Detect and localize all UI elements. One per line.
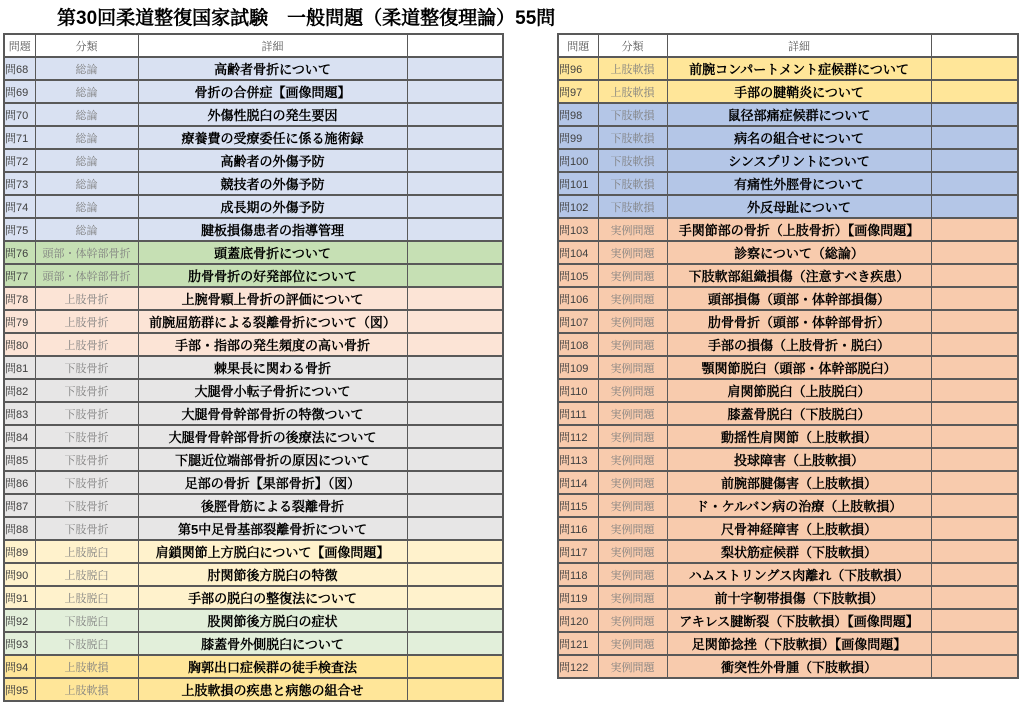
table-row (4, 425, 503, 448)
category-cell: 下肢骨折 (35, 402, 138, 425)
table-row (558, 80, 1018, 103)
question-number-cell: 問111 (558, 402, 598, 425)
category-cell: 実例問題 (598, 379, 667, 402)
question-number-cell: 問68 (4, 57, 35, 80)
detail-cell: アキレス腱断裂（下肢軟損）【画像問題】 (667, 609, 931, 632)
category-cell: 頭部・体幹部骨折 (35, 241, 138, 264)
question-number-cell: 問79 (4, 310, 35, 333)
memo-cell (407, 195, 503, 218)
question-number-cell: 問94 (4, 655, 35, 678)
detail-cell: 成長期の外傷予防 (138, 195, 407, 218)
detail-cell: シンスプリントについて (667, 149, 931, 172)
detail-cell: 高齢者骨折について (138, 57, 407, 80)
table-row (558, 517, 1018, 540)
question-number-cell: 問78 (4, 287, 35, 310)
detail-cell: 膝蓋骨脱臼（下肢脱臼） (667, 402, 931, 425)
memo-cell (931, 264, 1018, 287)
question-number-cell: 問117 (558, 540, 598, 563)
question-number-cell: 問86 (4, 471, 35, 494)
memo-cell (931, 586, 1018, 609)
memo-cell (931, 57, 1018, 80)
table-header (4, 34, 503, 57)
question-number-cell: 問85 (4, 448, 35, 471)
question-number-cell: 問74 (4, 195, 35, 218)
table-row (4, 149, 503, 172)
memo-cell (407, 241, 503, 264)
memo-cell (407, 264, 503, 287)
detail-cell: 前腕屈筋群による裂離骨折について（図） (138, 310, 407, 333)
memo-cell (931, 310, 1018, 333)
question-number-cell: 問105 (558, 264, 598, 287)
detail-cell: 頭部損傷（頭部・体幹部損傷） (667, 287, 931, 310)
table-row (558, 655, 1018, 678)
table-row (4, 402, 503, 425)
table-row (4, 310, 503, 333)
detail-cell: 前腕部腱傷害（上肢軟損） (667, 471, 931, 494)
detail-cell: 投球障害（上肢軟損） (667, 448, 931, 471)
question-number-cell: 問121 (558, 632, 598, 655)
detail-cell: 尺骨神経障害（上肢軟損） (667, 517, 931, 540)
memo-cell (931, 379, 1018, 402)
detail-cell: 股関節後方脱臼の症状 (138, 609, 407, 632)
detail-cell: 手部の損傷（上肢骨折・脱臼） (667, 333, 931, 356)
question-number-cell: 問108 (558, 333, 598, 356)
memo-cell (931, 356, 1018, 379)
table-row (4, 494, 503, 517)
category-cell: 上肢軟損 (35, 678, 138, 701)
table-row (558, 356, 1018, 379)
question-number-cell: 問84 (4, 425, 35, 448)
question-number-cell: 問77 (4, 264, 35, 287)
table-body (558, 57, 1018, 678)
table-row (4, 103, 503, 126)
question-number-cell: 問95 (4, 678, 35, 701)
category-cell: 実例問題 (598, 218, 667, 241)
detail-cell: 棘果長に関わる骨折 (138, 356, 407, 379)
detail-cell: 肩関節脱臼（上肢脱臼） (667, 379, 931, 402)
category-cell: 上肢軟損 (598, 80, 667, 103)
memo-cell (407, 333, 503, 356)
table-row (558, 471, 1018, 494)
table-row (4, 333, 503, 356)
question-number-cell: 問99 (558, 126, 598, 149)
detail-cell: 後脛骨筋による裂離骨折 (138, 494, 407, 517)
memo-cell (407, 517, 503, 540)
table-row (558, 494, 1018, 517)
question-number-cell: 問112 (558, 425, 598, 448)
table-row (558, 195, 1018, 218)
table-row (558, 310, 1018, 333)
table-row (4, 80, 503, 103)
detail-cell: 上腕骨顆上骨折の評価について (138, 287, 407, 310)
category-cell: 頭部・体幹部骨折 (35, 264, 138, 287)
category-cell: 下肢軟損 (598, 195, 667, 218)
question-number-cell: 問96 (558, 57, 598, 80)
table-row (558, 333, 1018, 356)
question-number-cell: 問114 (558, 471, 598, 494)
detail-cell: 外反母趾について (667, 195, 931, 218)
category-cell: 下肢脱臼 (35, 632, 138, 655)
question-number-cell: 問104 (558, 241, 598, 264)
category-cell: 実例問題 (598, 609, 667, 632)
detail-cell: 衝突性外骨腫（下肢軟損） (667, 655, 931, 678)
table-row (558, 379, 1018, 402)
column-header: 問題 (558, 34, 598, 57)
question-number-cell: 問82 (4, 379, 35, 402)
question-number-cell: 問100 (558, 149, 598, 172)
category-cell: 下肢骨折 (35, 494, 138, 517)
detail-cell: 手部・指部の発生頻度の高い骨折 (138, 333, 407, 356)
memo-cell (931, 80, 1018, 103)
detail-cell: 療養費の受療委任に係る施術録 (138, 126, 407, 149)
memo-cell (407, 471, 503, 494)
question-table-left (3, 33, 504, 702)
memo-cell (931, 540, 1018, 563)
detail-cell: 前十字靭帯損傷（下肢軟損） (667, 586, 931, 609)
detail-cell: 肩鎖関節上方脱臼について【画像問題】 (138, 540, 407, 563)
question-number-cell: 問83 (4, 402, 35, 425)
question-number-cell: 問107 (558, 310, 598, 333)
question-number-cell: 問81 (4, 356, 35, 379)
category-cell: 実例問題 (598, 425, 667, 448)
table-row (4, 264, 503, 287)
memo-cell (931, 402, 1018, 425)
category-cell: 下肢軟損 (598, 126, 667, 149)
question-number-cell: 問110 (558, 379, 598, 402)
question-number-cell: 問119 (558, 586, 598, 609)
category-cell: 下肢骨折 (35, 471, 138, 494)
detail-cell: 足部の骨折【果部骨折】（図） (138, 471, 407, 494)
memo-cell (931, 241, 1018, 264)
column-header: 問題 (4, 34, 35, 57)
table-row (558, 448, 1018, 471)
memo-cell (931, 287, 1018, 310)
table-row (558, 172, 1018, 195)
category-cell: 実例問題 (598, 632, 667, 655)
category-cell: 下肢軟損 (598, 103, 667, 126)
table-row (558, 126, 1018, 149)
question-number-cell: 問90 (4, 563, 35, 586)
memo-cell (407, 402, 503, 425)
memo-cell (931, 563, 1018, 586)
question-number-cell: 問92 (4, 609, 35, 632)
category-cell: 上肢骨折 (35, 333, 138, 356)
table-row (4, 540, 503, 563)
table-row (4, 655, 503, 678)
memo-cell (407, 80, 503, 103)
memo-cell (407, 379, 503, 402)
detail-cell: ド・ケルバン病の治療（上肢軟損） (667, 494, 931, 517)
memo-cell (931, 172, 1018, 195)
detail-cell: 手部の脱臼の整復法について (138, 586, 407, 609)
table-row (558, 241, 1018, 264)
question-number-cell: 問115 (558, 494, 598, 517)
memo-cell (931, 632, 1018, 655)
memo-cell (931, 471, 1018, 494)
category-cell: 実例問題 (598, 563, 667, 586)
category-cell: 実例問題 (598, 655, 667, 678)
detail-cell: 大腿骨骨幹部骨折の特徴ついて (138, 402, 407, 425)
question-number-cell: 問91 (4, 586, 35, 609)
table-row (4, 218, 503, 241)
category-cell: 総論 (35, 80, 138, 103)
detail-cell: 大腿骨骨幹部骨折の後療法について (138, 425, 407, 448)
category-cell: 下肢骨折 (35, 517, 138, 540)
category-cell: 総論 (35, 172, 138, 195)
column-header: 詳細 (138, 34, 407, 57)
question-number-cell: 問113 (558, 448, 598, 471)
table-row (4, 126, 503, 149)
memo-cell (931, 425, 1018, 448)
question-number-cell: 問106 (558, 287, 598, 310)
category-cell: 実例問題 (598, 494, 667, 517)
table-row (558, 586, 1018, 609)
category-cell: 実例問題 (598, 310, 667, 333)
detail-cell: 動揺性肩関節（上肢軟損） (667, 425, 931, 448)
table-row (558, 149, 1018, 172)
question-number-cell: 問93 (4, 632, 35, 655)
table-row (4, 241, 503, 264)
table-row (4, 609, 503, 632)
detail-cell: 頭蓋底骨折について (138, 241, 407, 264)
category-cell: 上肢軟損 (35, 655, 138, 678)
detail-cell: 第5中足骨基部裂離骨折について (138, 517, 407, 540)
memo-cell (931, 655, 1018, 678)
category-cell: 下肢骨折 (35, 448, 138, 471)
table-row (4, 471, 503, 494)
category-cell: 実例問題 (598, 448, 667, 471)
detail-cell: 肋骨骨折（頭部・体幹部骨折） (667, 310, 931, 333)
memo-cell (931, 149, 1018, 172)
table-row (4, 632, 503, 655)
memo-cell (407, 356, 503, 379)
detail-cell: 外傷性脱臼の発生要因 (138, 103, 407, 126)
memo-cell (931, 517, 1018, 540)
detail-cell: 競技者の外傷予防 (138, 172, 407, 195)
detail-cell: 胸郭出口症候群の徒手検査法 (138, 655, 407, 678)
category-cell: 上肢骨折 (35, 287, 138, 310)
question-number-cell: 問70 (4, 103, 35, 126)
memo-cell (407, 287, 503, 310)
category-cell: 下肢骨折 (35, 356, 138, 379)
column-header: 詳細 (667, 34, 931, 57)
category-cell: 上肢軟損 (598, 57, 667, 80)
table-row (558, 287, 1018, 310)
detail-cell: 鼠径部痛症候群について (667, 103, 931, 126)
detail-cell: 上肢軟損の疾患と病態の組合せ (138, 678, 407, 701)
table-row (558, 609, 1018, 632)
question-number-cell: 問73 (4, 172, 35, 195)
detail-cell: 手関節部の骨折（上肢骨折）【画像問題】 (667, 218, 931, 241)
detail-cell: 下腿近位端部骨折の原因について (138, 448, 407, 471)
table-row (558, 425, 1018, 448)
memo-cell (407, 310, 503, 333)
detail-cell: 前腕コンパートメント症候群について (667, 57, 931, 80)
category-cell: 総論 (35, 195, 138, 218)
detail-cell: 高齢者の外傷予防 (138, 149, 407, 172)
memo-cell (407, 218, 503, 241)
table-row (558, 264, 1018, 287)
detail-cell: 梨状筋症候群（下肢軟損） (667, 540, 931, 563)
detail-cell: 大腿骨小転子骨折について (138, 379, 407, 402)
question-number-cell: 問80 (4, 333, 35, 356)
detail-cell: 足関節捻挫（下肢軟損）【画像問題】 (667, 632, 931, 655)
memo-cell (407, 149, 503, 172)
category-cell: 実例問題 (598, 333, 667, 356)
memo-cell (931, 494, 1018, 517)
category-cell: 実例問題 (598, 287, 667, 310)
column-header (931, 34, 1018, 57)
memo-cell (931, 333, 1018, 356)
column-header: 分類 (35, 34, 138, 57)
page-title: 第30回柔道整復国家試験 一般問題（柔道整復理論）55問 (57, 8, 556, 29)
category-cell: 実例問題 (598, 241, 667, 264)
table-row (4, 356, 503, 379)
category-cell: 下肢脱臼 (35, 609, 138, 632)
table-row (4, 678, 503, 701)
category-cell: 上肢骨折 (35, 310, 138, 333)
category-cell: 上肢脱臼 (35, 563, 138, 586)
detail-cell: 下肢軟部組織損傷（注意すべき疾患） (667, 264, 931, 287)
detail-cell: 骨折の合併症【画像問題】 (138, 80, 407, 103)
category-cell: 総論 (35, 57, 138, 80)
question-number-cell: 問122 (558, 655, 598, 678)
category-cell: 実例問題 (598, 402, 667, 425)
detail-cell: 有痛性外脛骨について (667, 172, 931, 195)
question-number-cell: 問71 (4, 126, 35, 149)
table-row (4, 379, 503, 402)
detail-cell: 肘関節後方脱臼の特徴 (138, 563, 407, 586)
memo-cell (407, 586, 503, 609)
table-row (558, 540, 1018, 563)
table-row (4, 57, 503, 80)
memo-cell (931, 448, 1018, 471)
column-header: 分類 (598, 34, 667, 57)
memo-cell (407, 655, 503, 678)
table-row (4, 563, 503, 586)
category-cell: 上肢脱臼 (35, 586, 138, 609)
memo-cell (407, 103, 503, 126)
category-cell: 実例問題 (598, 586, 667, 609)
detail-cell: 診察について（総論） (667, 241, 931, 264)
table-row (558, 103, 1018, 126)
table-body (4, 57, 503, 701)
category-cell: 総論 (35, 126, 138, 149)
detail-cell: ハムストリングス肉離れ（下肢軟損） (667, 563, 931, 586)
memo-cell (931, 609, 1018, 632)
category-cell: 総論 (35, 218, 138, 241)
table-row (4, 287, 503, 310)
question-number-cell: 問109 (558, 356, 598, 379)
category-cell: 下肢骨折 (35, 379, 138, 402)
category-cell: 総論 (35, 103, 138, 126)
question-number-cell: 問98 (558, 103, 598, 126)
detail-cell: 手部の腱鞘炎について (667, 80, 931, 103)
question-number-cell: 問69 (4, 80, 35, 103)
category-cell: 実例問題 (598, 356, 667, 379)
memo-cell (931, 195, 1018, 218)
memo-cell (407, 678, 503, 701)
table-row (558, 563, 1018, 586)
category-cell: 下肢骨折 (35, 425, 138, 448)
category-cell: 実例問題 (598, 540, 667, 563)
memo-cell (407, 632, 503, 655)
detail-cell: 肋骨骨折の好発部位について (138, 264, 407, 287)
question-number-cell: 問76 (4, 241, 35, 264)
table-row (558, 402, 1018, 425)
question-number-cell: 問72 (4, 149, 35, 172)
question-number-cell: 問97 (558, 80, 598, 103)
question-number-cell: 問116 (558, 517, 598, 540)
question-number-cell: 問103 (558, 218, 598, 241)
question-number-cell: 問120 (558, 609, 598, 632)
category-cell: 総論 (35, 149, 138, 172)
table-row (4, 586, 503, 609)
table-row (4, 172, 503, 195)
memo-cell (407, 425, 503, 448)
question-number-cell: 問118 (558, 563, 598, 586)
table-row (4, 448, 503, 471)
table-row (558, 57, 1018, 80)
table-row (4, 195, 503, 218)
memo-cell (407, 609, 503, 632)
detail-cell: 膝蓋骨外側脱臼について (138, 632, 407, 655)
memo-cell (931, 103, 1018, 126)
memo-cell (407, 126, 503, 149)
memo-cell (407, 57, 503, 80)
memo-cell (407, 563, 503, 586)
detail-cell: 顎関節脱臼（頭部・体幹部脱臼） (667, 356, 931, 379)
table-row (558, 632, 1018, 655)
column-header (407, 34, 503, 57)
memo-cell (931, 218, 1018, 241)
question-number-cell: 問88 (4, 517, 35, 540)
question-number-cell: 問75 (4, 218, 35, 241)
table-row (558, 218, 1018, 241)
category-cell: 上肢脱臼 (35, 540, 138, 563)
table-header (558, 34, 1018, 57)
memo-cell (407, 494, 503, 517)
question-number-cell: 問87 (4, 494, 35, 517)
question-table-right (557, 33, 1019, 679)
question-number-cell: 問89 (4, 540, 35, 563)
question-number-cell: 問101 (558, 172, 598, 195)
question-number-cell: 問102 (558, 195, 598, 218)
memo-cell (931, 126, 1018, 149)
memo-cell (407, 448, 503, 471)
table-row (4, 517, 503, 540)
detail-cell: 病名の組合せについて (667, 126, 931, 149)
category-cell: 下肢軟損 (598, 172, 667, 195)
category-cell: 下肢軟損 (598, 149, 667, 172)
category-cell: 実例問題 (598, 517, 667, 540)
category-cell: 実例問題 (598, 471, 667, 494)
header-row (4, 34, 503, 57)
memo-cell (407, 172, 503, 195)
category-cell: 実例問題 (598, 264, 667, 287)
header-row (558, 34, 1018, 57)
detail-cell: 腱板損傷患者の指導管理 (138, 218, 407, 241)
memo-cell (407, 540, 503, 563)
